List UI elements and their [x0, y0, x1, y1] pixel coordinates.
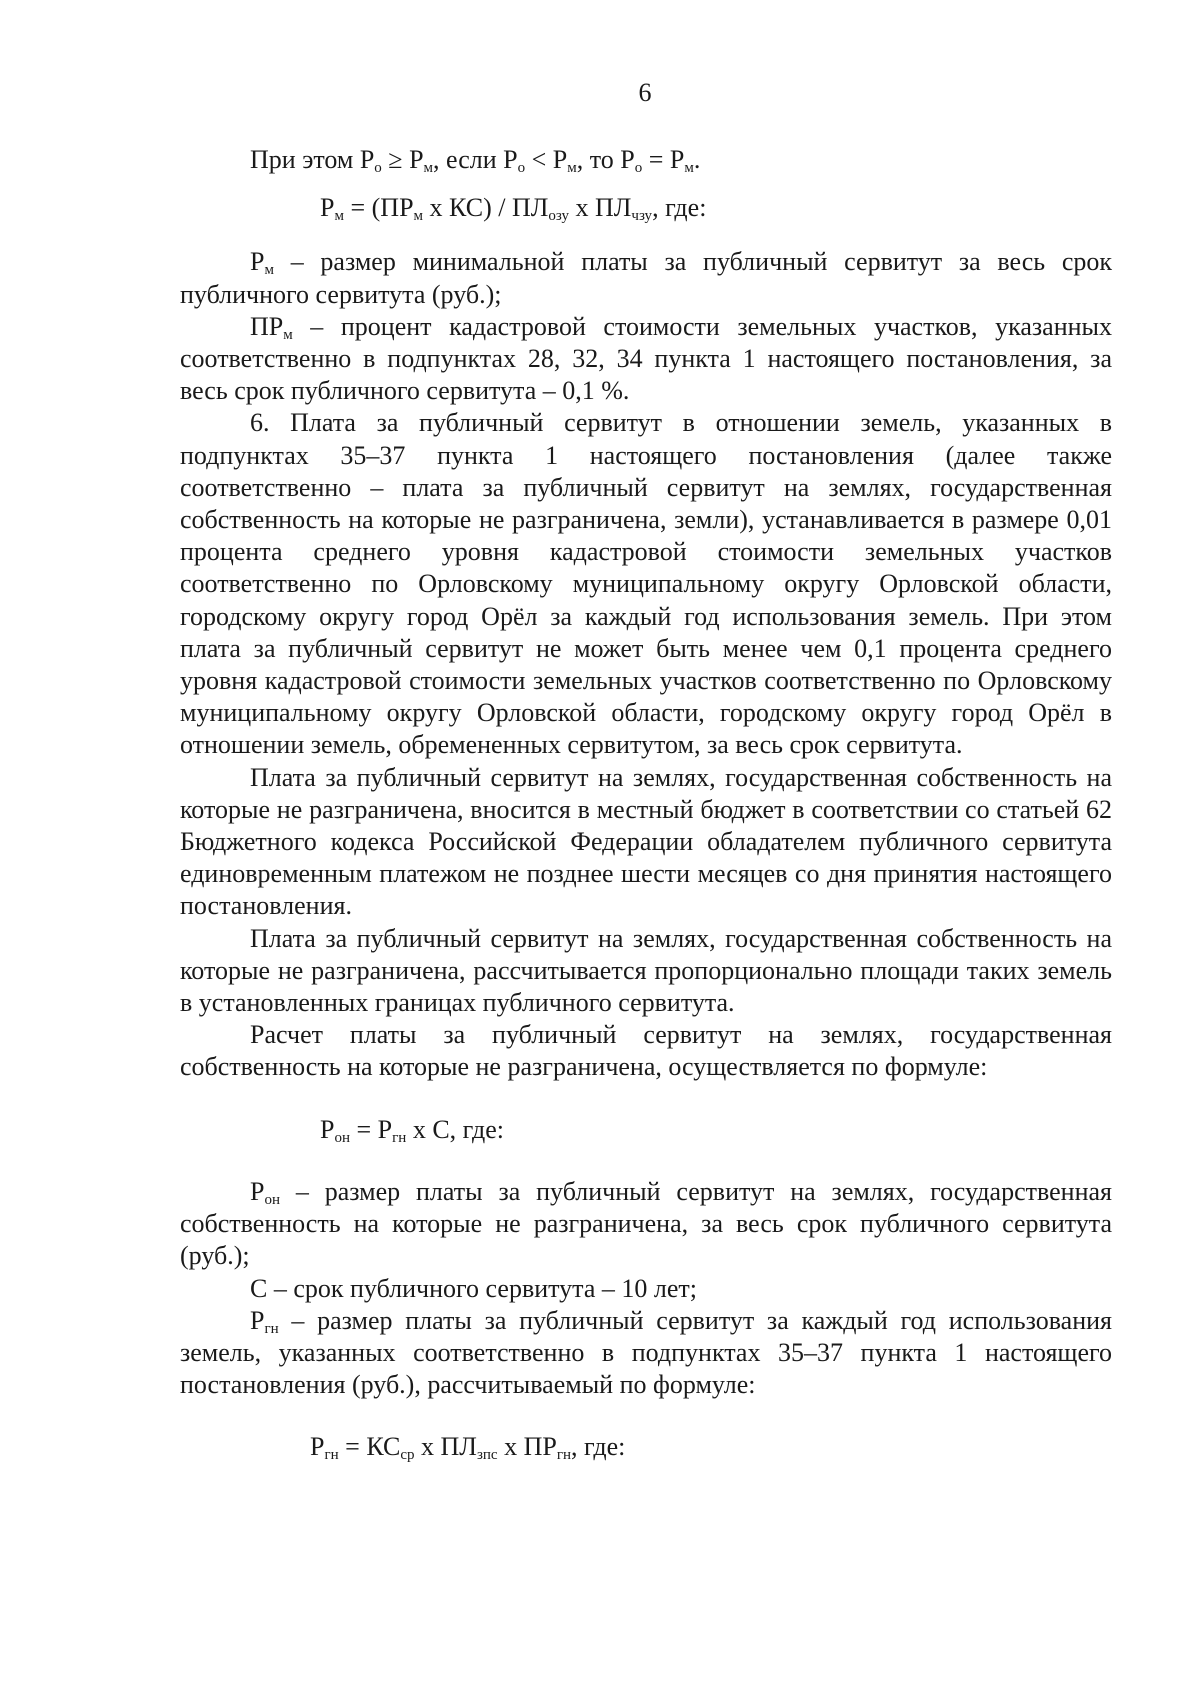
definition-pgn: $Р_{гн}$ – размер платы за публичный сервитут за каждый год использования земель, указанных соответственно в подпунктах 35–37 пункта 1 настоящего постановления (руб.), рассчитываемый по формуле:: [180, 1305, 1112, 1400]
definition-pon: $Р_{он}$ – размер платы за публичный сервитут на землях, государственная собственность на которые не разграничена, за весь срок публичного сервитута (руб.);: [180, 1176, 1112, 1271]
paragraph-6: 6. Плата за публичный сервитут в отношении земель, указанных в подпунктах 35–37 пункта 1 настоящего постановления (далее также соответственно – плата за публичный сервитут на землях, государственная собственность на которые не разграничена, земли), устанавливается в размере 0,01 процента среднего уровня кадастровой стоимости земельных участков соответственно по Орловскому муниципальному округу Орловской области, городскому округу город Орёл за каждый год использования земель. При этом плата за публичный сервитут не может быть менее чем 0,1 процента среднего уровня кадастровой стоимости земельных участков соответственно по Орловскому муниципальному округу Орловской области, городскому округу город Орёл в отношении земель, обремененных сервитутом, за весь срок сервитута.: [180, 408, 1112, 760]
paragraph-proportional: Плата за публичный сервитут на землях, государственная собственность на которые не разграничена, рассчитывается пропорционально площади таких земель в установленных границах публичного сервитута.: [180, 923, 1112, 1018]
definition-prm: $ПР_м$ – процент кадастровой стоимости земельных участков, указанных соответственно в подпунктах 28, 32, 34 пункта 1 настоящего постановления, за весь срок публичного сервитута – 0,1 %.: [180, 311, 1112, 406]
definition-c: С – срок публичного сервитута – 10 лет;: [250, 1273, 697, 1303]
condition-line: При этом $Р_о \ge Р_м$, если $Р_о < Р_м$, то $Р_о = Р_м$.: [250, 145, 701, 176]
paragraph-budget: Плата за публичный сервитут на землях, государственная собственность на которые не разграничена, вносится в местный бюджет в соответствии со статьей 62 Бюджетного кодекса Российской Федерации обладателем публичного сервитута единовременным платежом не позднее шести месяцев со дня принятия настоящего постановления.: [180, 762, 1112, 921]
formula-pgn: $Р_{гн} = КС_{ср}$ х $ПЛ_{зпс}$ х $ПР_{гн}$, где:: [310, 1432, 626, 1464]
paragraph-calculation: Расчет платы за публичный сервитут на землях, государственная собственность на которые не разграничена, осуществляется по формуле:: [180, 1020, 1112, 1082]
formula-pon: $Р_{он} = Р_{гн}$ х С, где:: [320, 1114, 505, 1146]
document-body: [180, 144, 1112, 1464]
page-number: 6: [638, 78, 652, 107]
formula-pm: $Р_м = (ПР_м$ х $КС) / ПЛ_{озу}$ х $ПЛ_{чзу}$, где:: [320, 193, 707, 225]
definition-pm: $Р_м$ – размер минимальной платы за публичный сервитут за весь срок публичного сервитута (руб.);: [180, 247, 1112, 309]
